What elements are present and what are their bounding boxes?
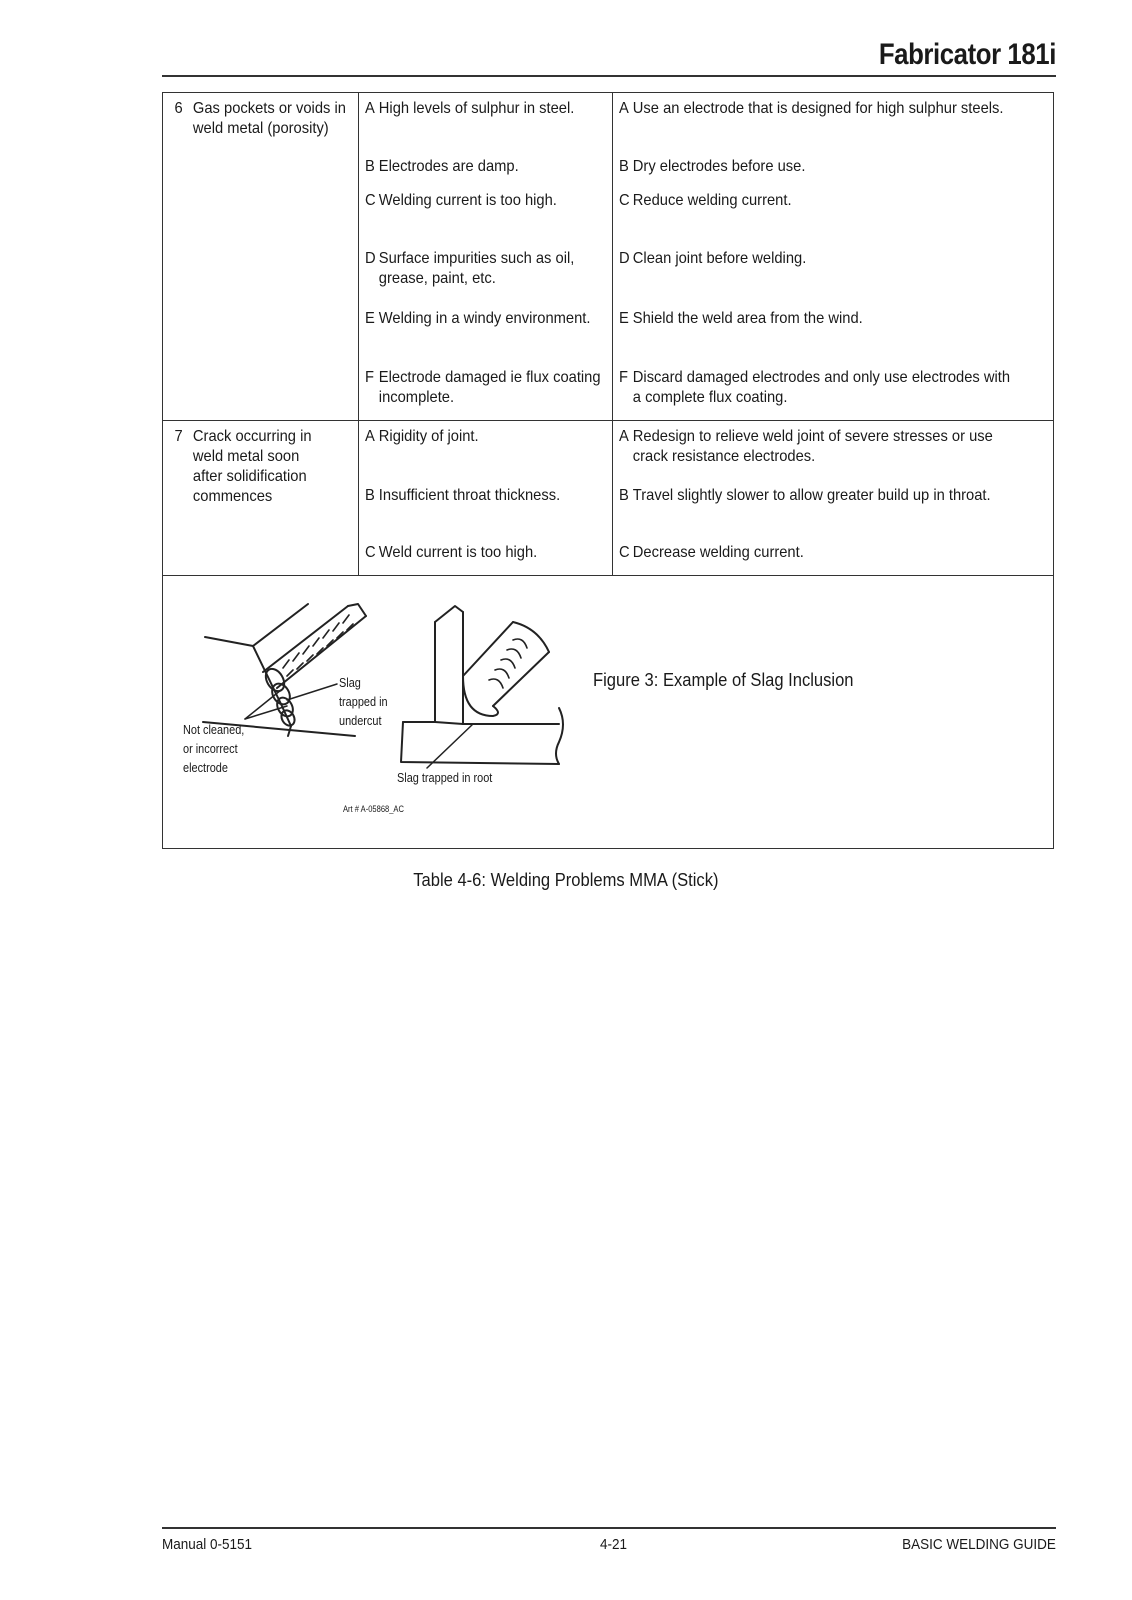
cause-letter: C bbox=[365, 192, 376, 209]
remedy-letter: C bbox=[619, 544, 630, 561]
slag-undercut-label: Slag trapped in undercut bbox=[339, 675, 388, 728]
slag-root-label: Slag trapped in root bbox=[397, 770, 493, 785]
figure-caption: Figure 3: Example of Slag Inclusion bbox=[593, 670, 854, 690]
table-caption: Table 4-6: Welding Problems MMA (Stick) bbox=[413, 870, 719, 890]
remedy-letter: C bbox=[619, 192, 630, 209]
remedy-text: Use an electrode that is designed for high sulphur steels. bbox=[632, 100, 1004, 117]
footer-page-number: 4-21 bbox=[600, 1536, 628, 1553]
cause-letter: A bbox=[365, 100, 375, 117]
cause-text: Insufficient throat thickness. bbox=[378, 487, 561, 504]
remedy-letter: A bbox=[619, 100, 629, 117]
cause-letter: F bbox=[365, 369, 374, 386]
cause-text: Electrode damaged ie flux coating incomplete. bbox=[378, 369, 601, 406]
remedy-letter: E bbox=[619, 310, 629, 327]
problem-text: Gas pockets or voids in weld metal (porosity) bbox=[192, 100, 346, 137]
not-cleaned-label: Not cleaned, or incorrect electrode bbox=[183, 722, 245, 775]
figure-cell bbox=[163, 576, 1054, 849]
cause-letter: A bbox=[365, 428, 375, 445]
document-title: Fabricator 181i bbox=[878, 38, 1056, 71]
header-rule bbox=[162, 75, 1056, 77]
cause-text: Welding current is too high. bbox=[378, 192, 557, 209]
remedy-text: Travel slightly slower to allow greater build up in throat. bbox=[632, 487, 991, 504]
remedy-letter: A bbox=[619, 428, 629, 445]
problem-number: 7 bbox=[174, 428, 183, 445]
remedy-letter: F bbox=[619, 369, 628, 386]
cause-cell bbox=[359, 93, 613, 421]
cause-text: Electrodes are damp. bbox=[378, 158, 519, 175]
cause-cell bbox=[359, 421, 613, 576]
t-joint-sketch bbox=[401, 606, 563, 768]
remedy-text: Decrease welding current. bbox=[632, 544, 804, 561]
cause-letter: B bbox=[365, 158, 375, 175]
cause-text: Rigidity of joint. bbox=[378, 428, 479, 445]
table-row bbox=[163, 421, 1054, 576]
remedy-letter: B bbox=[619, 158, 629, 175]
remedy-text: Discard damaged electrodes and only use electrodes with a complete flux coating. bbox=[632, 369, 1011, 406]
cause-text: Weld current is too high. bbox=[378, 544, 538, 561]
cause-letter: C bbox=[365, 544, 376, 561]
footer-rule bbox=[162, 1527, 1056, 1529]
art-number: Art # A-05868_AC bbox=[343, 804, 404, 814]
cause-text: Welding in a windy environment. bbox=[378, 310, 591, 327]
cause-text: Surface impurities such as oil, grease, paint, etc. bbox=[378, 250, 575, 287]
footer-section-title: BASIC WELDING GUIDE bbox=[902, 1536, 1056, 1553]
problem-number: 6 bbox=[174, 100, 183, 117]
problem-text: Crack occurring in weld metal soon after solidification commences bbox=[192, 428, 312, 505]
remedy-text: Redesign to relieve weld joint of severe stresses or use crack resistance electrodes. bbox=[632, 428, 993, 465]
figure-row bbox=[163, 576, 1054, 849]
remedy-text: Reduce welding current. bbox=[632, 192, 792, 209]
remedy-letter: B bbox=[619, 487, 629, 504]
footer-manual-number: Manual 0-5151 bbox=[162, 1536, 253, 1553]
remedy-text: Clean joint before welding. bbox=[632, 250, 807, 267]
welding-problems-table bbox=[162, 92, 1053, 849]
remedy-letter: D bbox=[619, 250, 630, 267]
cause-text: High levels of sulphur in steel. bbox=[378, 100, 575, 117]
remedy-text: Dry electrodes before use. bbox=[632, 158, 806, 175]
slag-inclusion-illustration bbox=[163, 576, 1051, 846]
cause-letter: B bbox=[365, 487, 375, 504]
remedy-cell bbox=[613, 421, 1054, 576]
problem-cell bbox=[163, 421, 359, 576]
problem-cell bbox=[163, 93, 359, 421]
remedy-text: Shield the weld area from the wind. bbox=[632, 310, 863, 327]
remedy-cell bbox=[613, 93, 1054, 421]
table-row bbox=[163, 93, 1054, 421]
cause-letter: E bbox=[365, 310, 375, 327]
cause-letter: D bbox=[365, 250, 376, 267]
